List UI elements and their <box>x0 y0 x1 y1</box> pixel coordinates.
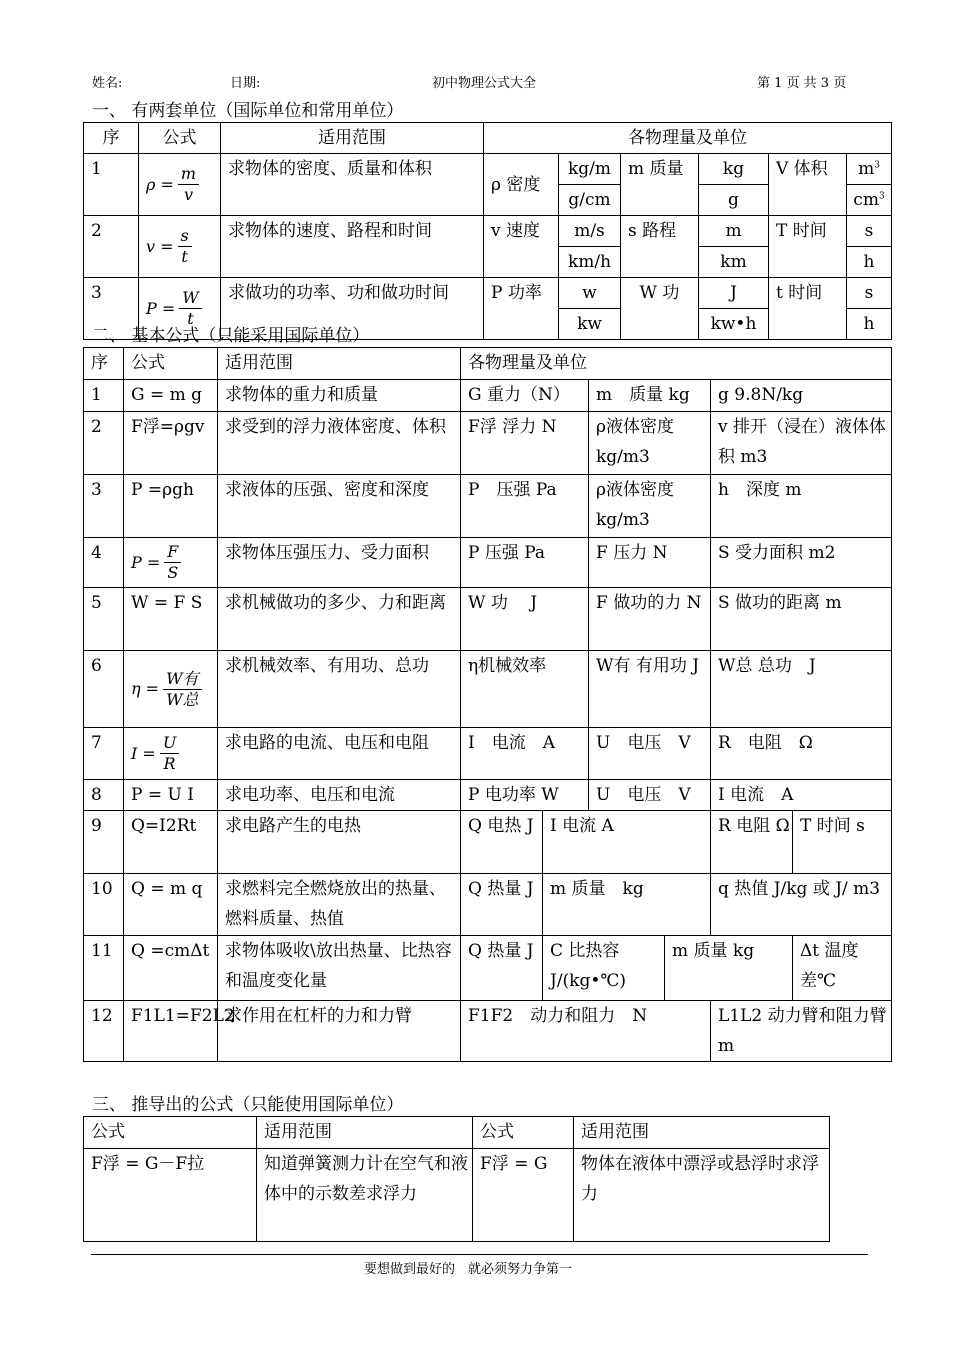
scope-cell: 物体在液体中漂浮或悬浮时求浮力 <box>574 1149 830 1242</box>
table-row <box>84 475 892 538</box>
row-index: 3 <box>84 278 139 340</box>
unit-common: km <box>699 246 768 277</box>
quantity-cell: Q 电热 J <box>461 811 543 874</box>
formula-cell: F浮 = G－F拉 <box>84 1149 257 1242</box>
quantity-cell: v 速度 <box>484 216 559 278</box>
formula-cell: W = F S <box>124 588 218 651</box>
scope-cell: 求物体的速度、路程和时间 <box>221 216 484 278</box>
doc-title: 初中物理公式大全 <box>432 76 537 91</box>
quantity-cell: h 深度 m <box>711 475 892 538</box>
table-row <box>84 538 892 588</box>
row-index: 1 <box>84 154 139 216</box>
quantity-cell: F 做功的力 N <box>589 588 711 651</box>
header-quantities: 各物理量及单位 <box>484 123 892 154</box>
scope-cell: 求电路产生的电热 <box>218 811 461 874</box>
header-formula: 公式 <box>84 1117 257 1149</box>
table-basic-formulas <box>83 347 892 1062</box>
quantity-cell: R 电阻 Ω <box>711 811 793 874</box>
date-label: 日期: <box>230 76 261 91</box>
header-index: 序 <box>84 123 139 154</box>
quantity-cell: S 受力面积 m2 <box>711 538 892 588</box>
unit-si: kg <box>722 159 745 179</box>
quantity-cell: Q 热量 J <box>461 936 543 1001</box>
scope-cell: 求机械做功的多少、力和距离 <box>218 588 461 651</box>
scope-cell: 求电路的电流、电压和电阻 <box>218 728 461 780</box>
scope-cell: 求做功的功率、功和做功时间 <box>221 278 484 340</box>
scope-cell: 求液体的压强、密度和深度 <box>218 475 461 538</box>
quantity-cell: m 质量 <box>621 154 699 216</box>
scope-cell: 求物体的重力和质量 <box>218 380 461 412</box>
quantity-cell: F 压力 N <box>589 538 711 588</box>
name-label: 姓名: <box>92 76 123 91</box>
formula-cell: Q =cmΔt <box>124 936 218 1001</box>
table-row <box>84 811 892 874</box>
formula-cell: G = m g <box>124 380 218 412</box>
quantity-cell: V 体积 <box>769 154 847 216</box>
quantity-cell: U 电压 V <box>589 728 711 780</box>
row-index: 7 <box>84 728 124 780</box>
section2-title: 二、 基本公式（只能采用国际单位） <box>92 326 370 346</box>
quantity-cell: I 电流 A <box>711 780 892 811</box>
table-two-units <box>83 122 892 340</box>
quantity-cell: v 排开（浸在）液体体积 m3 <box>711 412 892 475</box>
scope-cell: 求物体吸收\放出热量、比热容和温度变化量 <box>218 936 461 1001</box>
formula-cell: F浮=ρgv <box>124 412 218 475</box>
quantity-cell: ρ液体密度 kg/m3 <box>589 412 711 475</box>
quantity-cell: m 质量 kg <box>589 380 711 412</box>
table-row <box>84 216 892 278</box>
table-row <box>84 1149 830 1242</box>
formula-cell: ρ = $\frac{m}{v}$ <box>139 154 221 216</box>
quantity-cell: I 电流 A <box>543 811 711 874</box>
quantity-cell: s 路程 <box>621 216 699 278</box>
unit-si: J <box>730 283 737 303</box>
header-formula: 公式 <box>473 1117 574 1149</box>
formula-cell: P = $\frac{F}{S}$ <box>124 538 218 588</box>
header-index: 序 <box>84 348 124 380</box>
formula-cell: v = $\frac{s}{t}$ <box>139 216 221 278</box>
quantity-cell: T 时间 <box>769 216 847 278</box>
quantity-cell: T 时间 s <box>793 811 892 874</box>
row-index: 12 <box>84 1001 124 1062</box>
table-row <box>84 874 892 936</box>
quantity-cell: W总 总功 J <box>711 651 892 728</box>
unit-common: km/h <box>559 246 620 277</box>
row-index: 5 <box>84 588 124 651</box>
table-row <box>84 780 892 811</box>
quantity-cell: g 9.8N/kg <box>711 380 892 412</box>
row-index: 11 <box>84 936 124 1001</box>
quantity-cell: C 比热容 J/(kg•℃) <box>543 936 665 1001</box>
unit-si: m <box>858 159 875 179</box>
header-quantities: 各物理量及单位 <box>461 348 892 380</box>
table-row <box>84 936 892 1001</box>
formula-cell: I = $\frac{U}{R}$ <box>124 728 218 780</box>
table-row: 1 ρ = $\frac{m}{v}$ 求物体的密度、质量和体积 ρ 密度 kg/m g/cm m 质量 kg g V 体积 $m^3$ $cm^3$ <box>84 154 892 216</box>
quantity-cell: m 质量 kg <box>543 874 711 936</box>
header-scope: 适用范围 <box>257 1117 473 1149</box>
unit-common: g <box>699 184 768 215</box>
row-index: 10 <box>84 874 124 936</box>
quantity-cell: I 电流 A <box>461 728 589 780</box>
scope-cell: 求燃料完全燃烧放出的热量、燃料质量、热值 <box>218 874 461 936</box>
header-formula: 公式 <box>124 348 218 380</box>
quantity-cell: S 做功的距离 m <box>711 588 892 651</box>
formula-cell: F浮 = G <box>473 1149 574 1242</box>
scope-cell: 求受到的浮力液体密度、体积 <box>218 412 461 475</box>
unit-si: m/s <box>574 221 605 241</box>
row-index: 6 <box>84 651 124 728</box>
footer-motto: 要想做到最好的 就必须努力争第一 <box>364 1262 573 1277</box>
unit-common: h <box>847 246 891 277</box>
formula-cell: P = U I <box>124 780 218 811</box>
table-row <box>84 651 892 728</box>
section1-title: 一、 有两套单位（国际单位和常用单位） <box>92 101 404 121</box>
quantity-cell: Q 热量 J <box>461 874 543 936</box>
formula-cell: P =ρgh <box>124 475 218 538</box>
quantity-cell: R 电阻 Ω <box>711 728 892 780</box>
formula-cell: P = $\frac{W}{t}$ <box>139 278 221 340</box>
table-row <box>84 588 892 651</box>
quantity-cell: W 功 <box>621 278 699 340</box>
scope-cell: 求机械效率、有用功、总功 <box>218 651 461 728</box>
formula-cell: Q=I2Rt <box>124 811 218 874</box>
scope-cell: 求物体压强压力、受力面积 <box>218 538 461 588</box>
section3-title: 三、 推导出的公式（只能使用国际单位） <box>92 1095 404 1115</box>
unit-common: g/cm <box>559 184 620 215</box>
row-index: 3 <box>84 475 124 538</box>
quantity-cell: P 功率 <box>484 278 559 340</box>
quantity-cell: L1L2 动力臂和阻力臂 m <box>711 1001 892 1062</box>
table-derived-formulas <box>83 1116 830 1242</box>
table-row <box>84 728 892 780</box>
unit-si: kg/m <box>567 159 612 179</box>
unit-si: s <box>864 283 874 303</box>
quantity-cell: F1F2 动力和阻力 N <box>461 1001 711 1062</box>
quantity-cell: G 重力（N） <box>461 380 589 412</box>
scope-cell: 求电功率、电压和电流 <box>218 780 461 811</box>
quantity-cell: P 压强 Pa <box>461 475 589 538</box>
unit-common: h <box>847 308 891 339</box>
formula-cell: Q = m q <box>124 874 218 936</box>
footer-divider <box>91 1254 868 1255</box>
unit-common: cm <box>853 190 879 210</box>
quantity-cell: W有 有用功 J <box>589 651 711 728</box>
row-index: 9 <box>84 811 124 874</box>
unit-si: w <box>582 283 597 303</box>
scope-cell: 求物体的密度、质量和体积 <box>221 154 484 216</box>
scope-cell: 知道弹簧测力计在空气和液体中的示数差求浮力 <box>257 1149 473 1242</box>
unit-si: m <box>725 221 742 241</box>
table-row <box>84 380 892 412</box>
quantity-cell: W 功 J <box>461 588 589 651</box>
quantity-cell: P 压强 Pa <box>461 538 589 588</box>
page-info: 第 1 页 共 3 页 <box>757 76 847 91</box>
quantity-cell: ρ 密度 <box>484 154 559 216</box>
unit-common: kw <box>559 308 620 339</box>
header-formula: 公式 <box>139 123 221 154</box>
header-scope: 适用范围 <box>221 123 484 154</box>
formula-cell: η = W有 W总 <box>124 651 218 728</box>
quantity-cell: t 时间 <box>769 278 847 340</box>
table-row <box>84 412 892 475</box>
quantity-cell: q 热值 J/kg 或 J/ m3 <box>711 874 892 936</box>
row-index: 4 <box>84 538 124 588</box>
table-row <box>84 1001 892 1062</box>
quantity-cell: m 质量 kg <box>665 936 793 1001</box>
quantity-cell: P 电功率 W <box>461 780 589 811</box>
unit-common: kw•h <box>699 308 768 339</box>
row-index: 8 <box>84 780 124 811</box>
unit-si: s <box>864 221 874 241</box>
header-scope: 适用范围 <box>574 1117 830 1149</box>
row-index: 1 <box>84 380 124 412</box>
header-scope: 适用范围 <box>218 348 461 380</box>
quantity-cell: η机械效率 <box>461 651 589 728</box>
row-index: 2 <box>84 216 139 278</box>
quantity-cell: F浮 浮力 N <box>461 412 589 475</box>
quantity-cell: U 电压 V <box>589 780 711 811</box>
quantity-cell: ρ液体密度 kg/m3 <box>589 475 711 538</box>
formula-cell: F1L1=F2L2 <box>124 1001 218 1062</box>
quantity-cell: Δt 温度差℃ <box>793 936 892 1001</box>
scope-cell: 求作用在杠杆的力和力臂 <box>218 1001 461 1062</box>
row-index: 2 <box>84 412 124 475</box>
